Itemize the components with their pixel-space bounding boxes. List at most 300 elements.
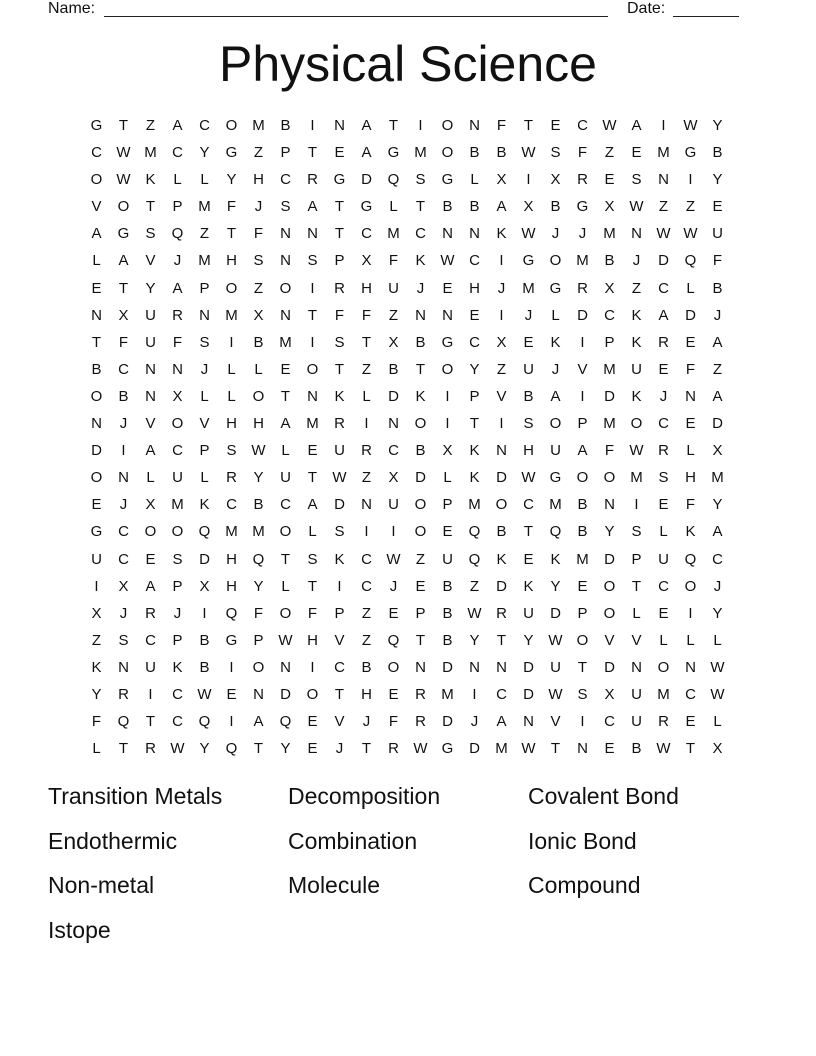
grid-letter: A [496, 198, 507, 216]
word-list-item: Compound [528, 872, 641, 898]
word-search-grid [83, 112, 731, 762]
grid-letter: J [119, 415, 128, 433]
grid-letter: G [117, 225, 130, 243]
grid-letter: E [442, 279, 453, 297]
grid-letter: I [310, 279, 315, 297]
grid-letter: A [307, 496, 318, 514]
grid-letter: P [172, 198, 183, 216]
grid-letter: X [550, 171, 561, 189]
grid-letter: M [252, 523, 265, 541]
grid-letter: Y [145, 279, 156, 297]
grid-letter: L [254, 360, 263, 378]
grid-letter: W [629, 442, 644, 460]
grid-letter: I [499, 415, 504, 433]
grid-letter: P [334, 252, 345, 270]
grid-letter: H [253, 171, 264, 189]
grid-letter: L [470, 171, 479, 189]
grid-letter: C [361, 225, 372, 243]
grid-letter: Z [388, 306, 399, 324]
grid-letter: S [307, 252, 318, 270]
grid-letter: S [172, 550, 183, 568]
grid-letter: L [200, 171, 209, 189]
grid-letter: T [415, 198, 426, 216]
grid-letter: E [550, 117, 561, 134]
grid-letter: T [334, 198, 345, 216]
grid-letter: B [415, 442, 426, 460]
grid-letter: K [172, 658, 183, 676]
grid-letter: S [118, 631, 129, 649]
grid-letter: R [145, 604, 156, 622]
grid-letter: L [632, 604, 641, 622]
grid-letter: Q [468, 550, 481, 568]
grid-letter: L [308, 523, 317, 541]
grid-letter: C [685, 685, 696, 703]
grid-letter: M [171, 496, 184, 514]
grid-letter: N [415, 658, 426, 676]
grid-letter: X [712, 740, 723, 758]
grid-letter: L [227, 360, 236, 378]
grid-letter: K [91, 658, 102, 676]
grid-letter: T [415, 360, 426, 378]
grid-letter: T [523, 117, 534, 134]
grid-letter: B [442, 198, 453, 216]
grid-letter: J [173, 604, 182, 622]
grid-letter: S [334, 523, 345, 541]
grid-letter: R [226, 469, 237, 487]
grid-letter: Y [604, 523, 615, 541]
grid-letter: B [118, 387, 129, 405]
grid-letter: E [523, 333, 534, 351]
grid-letter: Z [658, 198, 669, 216]
grid-letter: Y [199, 144, 210, 162]
grid-letter: U [145, 658, 156, 676]
grid-letter: U [91, 550, 102, 568]
grid-letter: N [118, 469, 129, 487]
grid-letter: Y [253, 469, 264, 487]
grid-letter: C [91, 144, 102, 162]
grid-letter: V [496, 387, 507, 405]
grid-letter: X [91, 604, 102, 622]
grid-letter: J [362, 713, 371, 731]
grid-letter: F [91, 713, 102, 731]
grid-letter: X [604, 198, 615, 216]
grid-letter: X [145, 496, 156, 514]
grid-letter: E [91, 496, 102, 514]
grid-letter: M [522, 279, 535, 297]
grid-letter: Y [712, 496, 723, 514]
grid-letter: T [253, 740, 264, 758]
grid-letter: I [121, 442, 126, 460]
grid-letter: D [523, 658, 534, 676]
grid-letter: D [415, 469, 426, 487]
grid-letter: R [577, 279, 588, 297]
grid-letter: D [280, 685, 291, 703]
grid-letter: Y [280, 740, 291, 758]
grid-letter: N [118, 658, 129, 676]
grid-letter: A [496, 713, 507, 731]
grid-letter: L [227, 387, 236, 405]
grid-letter: N [361, 496, 372, 514]
grid-letter: N [469, 225, 480, 243]
grid-letter: T [307, 306, 318, 324]
grid-letter: U [388, 496, 399, 514]
grid-letter: J [524, 306, 533, 324]
grid-letter: M [306, 415, 319, 433]
grid-letter: W [386, 550, 401, 568]
word-list-item: Istope [48, 916, 111, 943]
grid-letter: I [229, 333, 234, 351]
grid-letter: P [334, 604, 345, 622]
grid-letter: O [279, 523, 292, 541]
grid-letter: T [685, 740, 696, 758]
grid-letter: D [496, 577, 507, 595]
word-list-item: Ionic Bond [528, 827, 637, 854]
grid-letter: T [577, 658, 588, 676]
grid-letter: J [713, 577, 722, 595]
grid-letter: T [226, 225, 237, 243]
grid-letter: N [631, 658, 642, 676]
grid-letter: V [91, 198, 102, 216]
grid-letter: I [418, 117, 423, 134]
grid-letter: A [118, 252, 129, 270]
grid-letter: O [279, 604, 292, 622]
grid-letter: E [712, 198, 723, 216]
grid-letter: S [199, 333, 210, 351]
grid-letter: S [523, 415, 534, 433]
date-blank-line [673, 0, 739, 17]
grid-letter: B [361, 658, 372, 676]
grid-letter: W [602, 117, 617, 134]
grid-letter: T [307, 577, 318, 595]
grid-letter: S [334, 333, 345, 351]
grid-letter: O [90, 171, 103, 189]
word-list-item: Decomposition [288, 783, 441, 809]
grid-letter: D [199, 550, 210, 568]
grid-letter: Z [91, 631, 102, 649]
grid-letter: N [631, 225, 642, 243]
grid-letter: S [631, 171, 642, 189]
grid-letter: S [145, 225, 156, 243]
grid-letter: M [468, 496, 481, 514]
grid-letter: U [172, 469, 183, 487]
grid-letter: L [551, 306, 560, 324]
page-title: Physical Science [219, 36, 597, 92]
grid-letter: G [225, 631, 238, 649]
grid-letter: G [333, 171, 346, 189]
word-list-item: Transition Metals [48, 783, 223, 809]
grid-letter: C [118, 523, 129, 541]
grid-letter: J [200, 360, 209, 378]
grid-letter: M [387, 225, 400, 243]
grid-letter: M [414, 144, 427, 162]
grid-letter: H [226, 415, 237, 433]
grid-letter: K [523, 577, 534, 595]
word-list-item: Covalent Bond [528, 783, 679, 809]
grid-letter: Z [253, 279, 264, 297]
grid-letter: T [550, 740, 561, 758]
grid-letter: H [226, 550, 237, 568]
grid-letter: G [441, 333, 454, 351]
grid-letter: W [170, 740, 185, 758]
grid-letter: T [334, 225, 345, 243]
grid-letter: I [499, 252, 504, 270]
grid-letter: O [387, 658, 400, 676]
grid-letter: C [415, 225, 426, 243]
grid-letter: B [469, 144, 480, 162]
grid-letter: U [334, 442, 345, 460]
grid-letter: J [632, 252, 641, 270]
grid-letter: N [145, 360, 156, 378]
grid-letter: F [361, 306, 372, 324]
grid-letter: C [145, 631, 156, 649]
grid-letter: T [280, 550, 291, 568]
grid-letter: W [521, 469, 536, 487]
grid-letter: B [442, 604, 453, 622]
grid-letter: B [496, 144, 507, 162]
grid-letter: K [631, 387, 642, 405]
grid-letter: Q [198, 713, 211, 731]
grid-letter: Z [361, 360, 372, 378]
grid-letter: Y [91, 685, 102, 703]
grid-letter: F [334, 306, 345, 324]
grid-letter: P [280, 144, 291, 162]
grid-letter: A [145, 577, 156, 595]
grid-letter: T [334, 685, 345, 703]
grid-letter: J [470, 713, 479, 731]
grid-letter: D [658, 252, 669, 270]
grid-letter: N [442, 306, 453, 324]
word-list-item: Endothermic [48, 827, 178, 854]
grid-letter: V [631, 631, 642, 649]
grid-letter: I [688, 604, 693, 622]
grid-letter: O [441, 117, 454, 134]
grid-letter: J [254, 198, 263, 216]
grid-letter: C [523, 496, 534, 514]
grid-letter: I [310, 658, 315, 676]
grid-letter: I [229, 658, 234, 676]
grid-letter: O [495, 496, 508, 514]
grid-letter: C [118, 550, 129, 568]
grid-letter: B [199, 631, 210, 649]
grid-letter: L [713, 631, 722, 649]
grid-letter: E [658, 360, 669, 378]
grid-letter: G [360, 198, 373, 216]
grid-letter: N [496, 658, 507, 676]
grid-letter: R [361, 442, 372, 460]
grid-letter: D [496, 469, 507, 487]
grid-letter: Q [684, 252, 697, 270]
grid-letter: J [335, 740, 344, 758]
grid-letter: C [226, 496, 237, 514]
grid-letter: E [91, 279, 102, 297]
grid-letter: R [658, 333, 669, 351]
grid-letter: U [550, 658, 561, 676]
grid-letter: Y [199, 740, 210, 758]
grid-letter: Y [469, 631, 480, 649]
grid-letter: L [92, 740, 101, 758]
grid-letter: L [389, 198, 398, 216]
grid-letter: H [361, 685, 372, 703]
grid-letter: E [388, 685, 399, 703]
grid-letter: E [280, 360, 291, 378]
grid-letter: I [310, 117, 315, 134]
grid-letter: C [172, 144, 183, 162]
grid-letter: W [548, 631, 563, 649]
grid-letter: A [550, 387, 561, 405]
grid-letter: M [441, 685, 454, 703]
grid-letter: O [603, 577, 616, 595]
grid-letter: T [523, 523, 534, 541]
grid-letter: Q [387, 171, 400, 189]
grid-letter: O [657, 658, 670, 676]
grid-letter: J [578, 225, 587, 243]
grid-letter: K [145, 171, 156, 189]
grid-letter: V [334, 631, 345, 649]
grid-letter: O [90, 469, 103, 487]
grid-letter: C [712, 550, 723, 568]
grid-letter: F [253, 604, 264, 622]
grid-letter: U [712, 225, 723, 243]
grid-letter: S [577, 685, 588, 703]
grid-letter: D [550, 604, 561, 622]
grid-letter: B [91, 360, 102, 378]
grid-letter: J [497, 279, 506, 297]
grid-letter: R [415, 685, 426, 703]
grid-letter: Q [549, 523, 562, 541]
grid-letter: E [685, 713, 696, 731]
grid-letter: E [307, 713, 318, 731]
grid-letter: K [469, 442, 480, 460]
grid-letter: A [577, 442, 588, 460]
grid-letter: X [604, 685, 615, 703]
grid-letter: H [226, 577, 237, 595]
grid-letter: A [307, 198, 318, 216]
grid-letter: N [307, 225, 318, 243]
grid-letter: L [362, 387, 371, 405]
grid-letter: Y [712, 171, 723, 189]
grid-letter: O [441, 360, 454, 378]
grid-letter: C [361, 577, 372, 595]
grid-letter: P [199, 279, 210, 297]
grid-letter: D [523, 685, 534, 703]
grid-letter: L [281, 442, 290, 460]
grid-letter: N [523, 713, 534, 731]
grid-letter: T [415, 631, 426, 649]
grid-letter: R [415, 713, 426, 731]
grid-letter: O [414, 523, 427, 541]
grid-letter: I [391, 523, 396, 541]
grid-letter: L [659, 631, 668, 649]
grid-letter: Y [226, 171, 237, 189]
grid-letter: D [469, 740, 480, 758]
grid-letter: L [200, 387, 209, 405]
grid-letter: T [91, 333, 102, 351]
grid-letter: A [280, 415, 291, 433]
grid-letter: W [683, 117, 698, 134]
grid-letter: I [445, 415, 450, 433]
grid-letter: M [198, 198, 211, 216]
grid-letter: M [576, 252, 589, 270]
grid-letter: N [280, 252, 291, 270]
grid-letter: O [252, 387, 265, 405]
grid-letter: L [281, 577, 290, 595]
grid-letter: F [685, 360, 696, 378]
grid-letter: G [576, 198, 589, 216]
grid-letter: P [442, 496, 453, 514]
grid-letter: M [711, 469, 724, 487]
grid-letter: M [657, 685, 670, 703]
grid-letter: R [658, 442, 669, 460]
grid-letter: I [499, 306, 504, 324]
grid-letter: N [280, 306, 291, 324]
grid-letter: W [197, 685, 212, 703]
grid-letter: O [144, 523, 157, 541]
grid-letter: K [496, 550, 507, 568]
grid-letter: O [225, 117, 238, 134]
grid-letter: J [551, 360, 560, 378]
grid-letter: K [550, 550, 561, 568]
grid-letter: S [253, 252, 264, 270]
grid-letter: L [659, 523, 668, 541]
grid-letter: W [656, 225, 671, 243]
grid-letter: W [521, 740, 536, 758]
grid-letter: I [445, 387, 450, 405]
grid-letter: Z [469, 577, 480, 595]
grid-letter: F [388, 713, 399, 731]
name-label: Name: [48, 0, 96, 17]
grid-letter: U [145, 333, 156, 351]
grid-letter: X [253, 306, 264, 324]
grid-letter: J [119, 496, 128, 514]
grid-letter: F [172, 333, 183, 351]
grid-letter: P [631, 550, 642, 568]
grid-letter: C [280, 496, 291, 514]
grid-letter: P [604, 333, 615, 351]
grid-letter: N [253, 685, 264, 703]
grid-letter: P [172, 577, 183, 595]
grid-letter: K [469, 469, 480, 487]
grid-letter: T [118, 279, 129, 297]
grid-letter: E [442, 523, 453, 541]
grid-letter: G [441, 740, 454, 758]
grid-letter: G [225, 144, 238, 162]
grid-letter: O [630, 415, 643, 433]
grid-letter: E [523, 550, 534, 568]
grid-letter: W [710, 685, 725, 703]
grid-letter: L [200, 469, 209, 487]
grid-letter: F [118, 333, 129, 351]
grid-letter: V [334, 713, 345, 731]
grid-letter: I [661, 117, 666, 134]
grid-letter: K [334, 550, 345, 568]
grid-letter: R [577, 171, 588, 189]
grid-letter: J [713, 306, 722, 324]
grid-letter: E [334, 144, 345, 162]
grid-letter: C [658, 279, 669, 297]
grid-letter: G [441, 171, 454, 189]
grid-letter: A [658, 306, 669, 324]
grid-letter: R [496, 604, 507, 622]
grid-letter: E [388, 604, 399, 622]
grid-letter: X [442, 442, 453, 460]
grid-letter: N [280, 225, 291, 243]
grid-letter: D [604, 387, 615, 405]
grid-letter: C [604, 713, 615, 731]
grid-letter: W [548, 685, 563, 703]
grid-letter: D [442, 658, 453, 676]
grid-letter: Z [361, 604, 372, 622]
grid-letter: U [631, 685, 642, 703]
